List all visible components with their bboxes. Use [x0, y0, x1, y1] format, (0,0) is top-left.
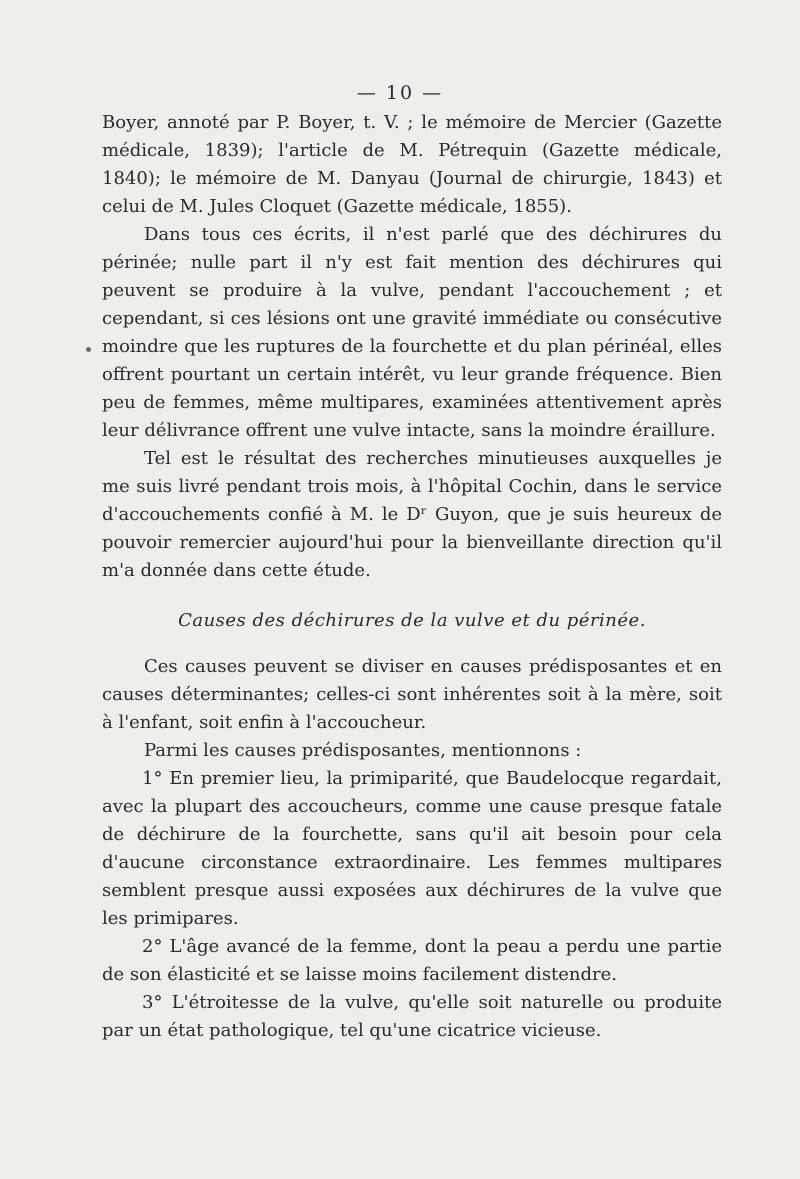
list-item-primiparity: 1° En premier lieu, la primiparité, que Baudelocque regardait, avec la plupart des accoucheurs, comme une cause presque fatale de déchirure de la fourchette, sans qu'il ait besoin pour cela d'aucune circonstance extraordinaire. Les femmes multipares semblent presque aussi exposées aux déchirures de la vulve que les primipares. — [102, 768, 722, 929]
margin-mark — [86, 347, 91, 352]
page-number: — 10 — — [356, 82, 444, 104]
paragraph-research: Tel est le résultat des recherches minutieuses auxquelles je me suis livré pendant trois mois, à l'hôpital Cochin, dans le service d'accouchements confié à M. le Dʳ Guyon, que je suis heureux de pouvoir remercier aujourd'hui pour la bienveillante direction qu'il m'a donnée dans cette étude. — [102, 448, 722, 581]
section-heading: Causes des déchirures de la vulve et du périnée. — [178, 610, 646, 631]
paragraph-predisposing: Parmi les causes prédisposantes, mentionnons : — [144, 740, 582, 761]
list-item-age: 2° L'âge avancé de la femme, dont la peau a perdu une partie de son élasticité et se laisse moins facilement distendre. — [102, 936, 722, 985]
list-item-narrowness: 3° L'étroitesse de la vulve, qu'elle soit naturelle ou produite par un état pathologique, tel qu'une cicatrice vicieuse. — [102, 992, 722, 1041]
paragraph-causes: Ces causes peuvent se diviser en causes prédisposantes et en causes déterminantes; celles-ci sont inhérentes soit à la mère, soit à l'enfant, soit enfin à l'accoucheur. — [102, 656, 722, 733]
paragraph-writings: Dans tous ces écrits, il n'est parlé que des déchirures du périnée; nulle part il n'y est fait mention des déchirures qui peuvent se produire à la vulve, pendant l'accouchement ; et cependant, si ces lésions ont une gravité immédiate ou consécutive moindre que les ruptures de la fourchette et du plan périnéal, elles offrent pourtant un certain intérêt, vu leur grande fréquence. Bien peu de femmes, même multipares, examinées attentivement après leur délivrance offrent une vulve intacte, sans la moindre éraillure. — [102, 224, 722, 441]
paragraph-references: Boyer, annoté par P. Boyer, t. V. ; le mémoire de Mercier (Gazette médicale, 1839); l'article de M. Pétrequin (Gazette médicale, 1840); le mémoire de M. Danyau (Journal de chirurgie, 1843) et celui de M. Jules Cloquet (Gazette médicale, 1855). — [102, 112, 722, 217]
page-body — [102, 109, 722, 1045]
